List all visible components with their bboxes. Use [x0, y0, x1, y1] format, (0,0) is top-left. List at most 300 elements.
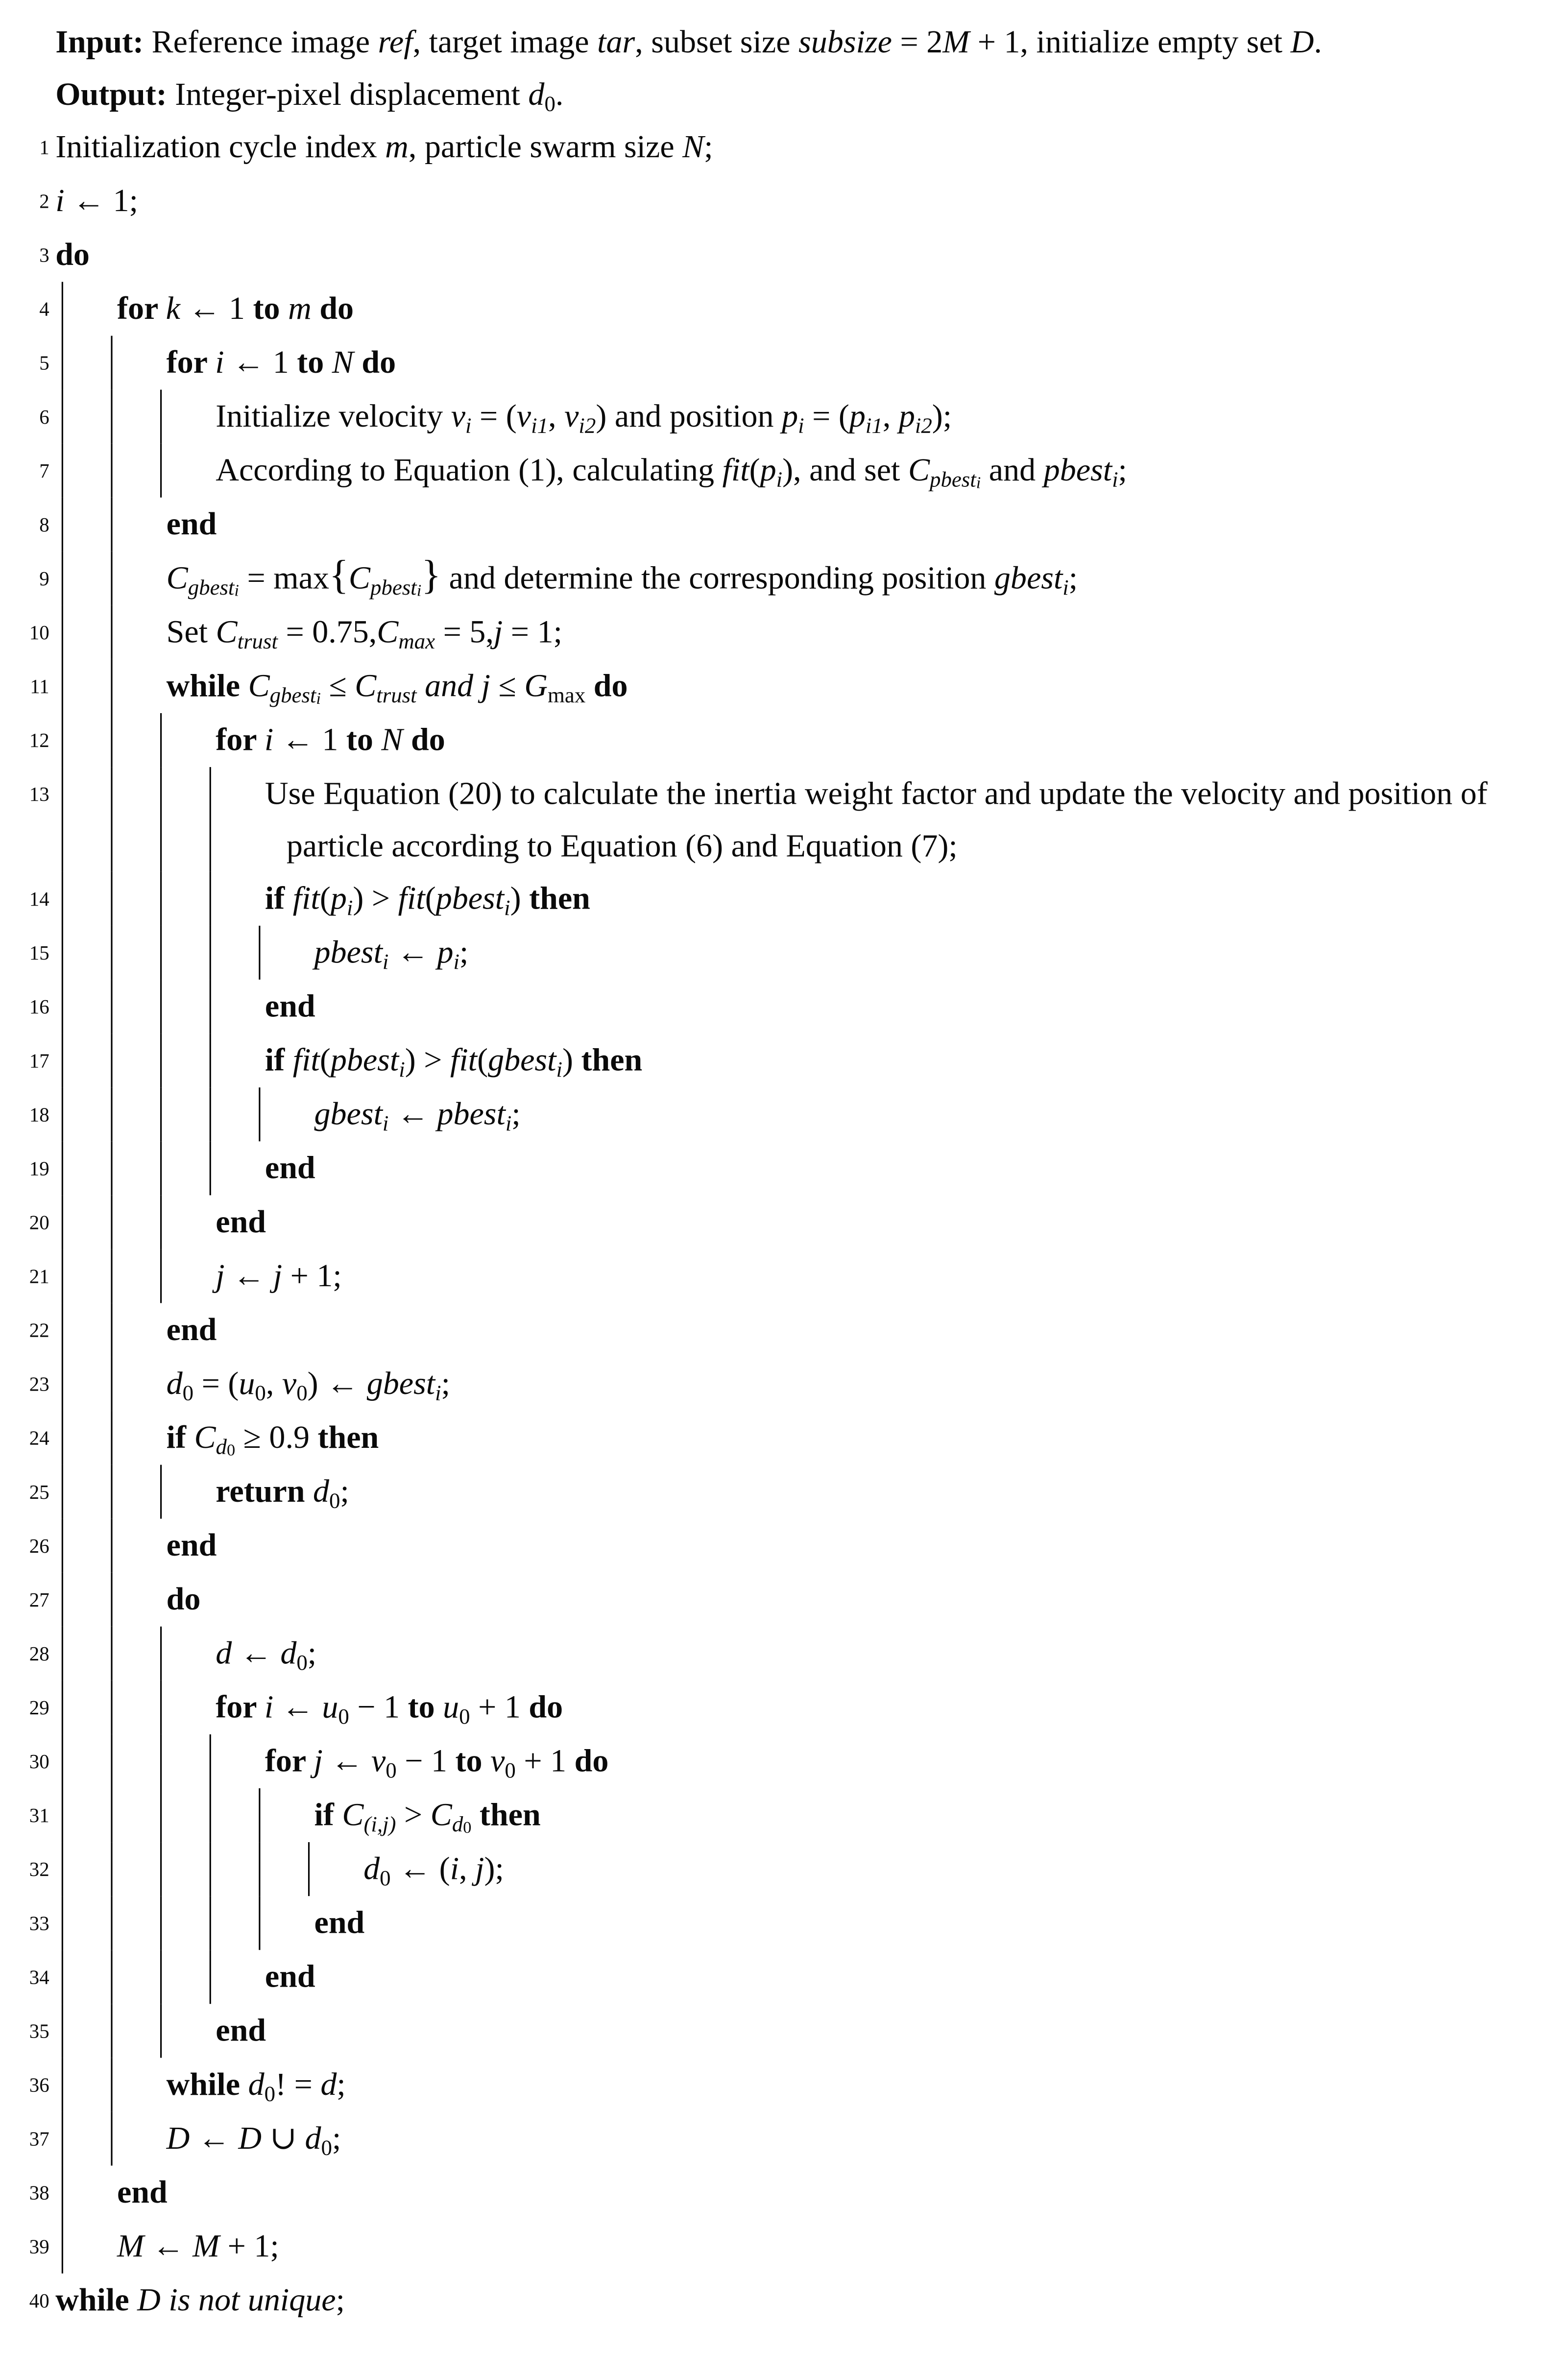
- text-segment: if: [166, 1418, 194, 1456]
- block-rule: [62, 1519, 111, 1573]
- line-content: [167, 1303, 1559, 1357]
- text-segment: C: [216, 613, 238, 650]
- block-rule: [160, 1734, 210, 1788]
- text-segment: do: [362, 343, 396, 381]
- text-segment: v: [371, 1742, 386, 1779]
- text-segment: [403, 721, 411, 758]
- algo-input: [55, 15, 1559, 68]
- block-rule: [210, 872, 259, 926]
- line-number: 2: [39, 189, 49, 213]
- block-rule: [160, 390, 210, 444]
- block-rule: [111, 713, 160, 767]
- line-content: [314, 1896, 1559, 1950]
- line-number: 39: [29, 2234, 49, 2258]
- line-content: [265, 1033, 1559, 1087]
- text-segment: );: [484, 1849, 504, 1887]
- text-segment: end: [265, 1149, 315, 1186]
- text-segment: p: [760, 451, 776, 488]
- algo-line: [12, 552, 1559, 605]
- text-segment: i: [1062, 576, 1069, 601]
- text-segment: ←: [388, 1095, 437, 1132]
- line-content: [216, 1465, 1559, 1519]
- line-number: 25: [29, 1480, 49, 1504]
- block-rule: [111, 1465, 160, 1519]
- text-segment: i: [382, 1112, 389, 1137]
- text-segment: [585, 667, 594, 704]
- text-segment: p: [437, 933, 454, 971]
- line-content: [216, 1627, 1559, 1681]
- text-segment: ←: [144, 2227, 193, 2264]
- text-segment: ;: [337, 2065, 346, 2103]
- text-segment: = 0.75,: [277, 613, 377, 650]
- text-segment: i1: [531, 414, 549, 439]
- text-segment: p: [849, 397, 866, 434]
- text-segment: i: [399, 1058, 405, 1083]
- block-rule: [111, 1195, 160, 1249]
- text-segment: trust: [237, 630, 278, 655]
- text-segment: p: [782, 397, 798, 434]
- text-segment: ;: [704, 128, 713, 165]
- text-segment: u: [322, 1688, 338, 1726]
- line-content: [216, 444, 1559, 498]
- line-number: 33: [29, 1911, 49, 1935]
- text-segment: ;: [340, 1472, 349, 1510]
- algo-line: [12, 1627, 1559, 1681]
- text-segment: d: [216, 1634, 232, 1671]
- text-segment: i: [264, 720, 274, 758]
- text-segment: for: [216, 1688, 265, 1726]
- line-number: 8: [39, 513, 49, 536]
- text-segment: ,: [548, 397, 565, 434]
- text-segment: then: [581, 1041, 643, 1079]
- line-content: [265, 980, 1559, 1033]
- block-rule: [160, 1950, 210, 2004]
- text-segment: 0: [329, 1489, 340, 1514]
- text-segment: i: [435, 1381, 441, 1407]
- text-segment: Use Equation (20) to calculate the inertia weight factor and update the velocity and position of particle according to Equation (6) and Equation (7);: [265, 774, 1488, 864]
- text-segment: 0: [544, 92, 555, 117]
- line-content: [167, 1411, 1559, 1465]
- text-segment: fit: [398, 879, 425, 917]
- text-segment: j: [216, 1257, 225, 1294]
- text-segment: ) >: [405, 1041, 450, 1079]
- text-segment: D: [166, 2119, 190, 2157]
- line-content: [167, 1519, 1559, 1573]
- algo-output: [55, 68, 1559, 120]
- block-rule: [62, 659, 111, 713]
- algo-line: [12, 980, 1559, 1033]
- algo-line: [12, 1842, 1559, 1896]
- block-rule: [111, 1842, 160, 1896]
- text-segment: pbest: [435, 879, 505, 917]
- block-rule: [62, 1357, 111, 1411]
- text-segment: pbest: [370, 576, 417, 601]
- text-segment: end: [265, 1957, 315, 1995]
- text-segment: ←: [190, 2119, 239, 2157]
- algo-line: [12, 926, 1559, 980]
- text-segment: ;: [1068, 559, 1078, 596]
- algo-line: [12, 1087, 1559, 1141]
- text-segment: 0: [296, 1381, 308, 1407]
- algo-line: [12, 174, 1559, 228]
- text-segment: 0: [338, 1705, 349, 1730]
- line-content: [363, 1842, 1559, 1896]
- text-segment: ∪: [262, 2119, 305, 2157]
- text-segment: N: [381, 720, 403, 758]
- line-content: [216, 713, 1559, 767]
- block-rule: [210, 1896, 259, 1950]
- line-number: 34: [29, 1965, 49, 1989]
- block-rule: [111, 926, 160, 980]
- text-segment: to: [408, 1688, 443, 1726]
- text-segment: i: [416, 582, 422, 601]
- text-segment: d: [313, 1472, 329, 1510]
- text-segment: max: [548, 684, 586, 709]
- line-number: 24: [29, 1426, 49, 1450]
- block-rule: [111, 1141, 160, 1195]
- text-segment: for: [166, 343, 216, 381]
- text-segment: fit: [292, 1041, 320, 1079]
- line-number: 19: [29, 1156, 49, 1180]
- text-segment: Initialize velocity: [216, 397, 451, 434]
- block-rule: [160, 1033, 210, 1087]
- text-segment: gbest: [488, 1041, 556, 1079]
- text-segment: d: [528, 75, 545, 113]
- text-segment: ,: [459, 1849, 476, 1887]
- block-rule: [160, 1788, 210, 1842]
- text-segment: [417, 667, 425, 704]
- text-segment: d: [305, 2119, 321, 2157]
- block-rule: [62, 872, 111, 926]
- text-segment: i2: [579, 414, 596, 439]
- block-rule: [210, 1950, 259, 2004]
- block-rule: [111, 1249, 160, 1303]
- text-segment: i: [453, 950, 459, 975]
- text-segment: 0: [255, 1381, 266, 1407]
- block-rule: [160, 1087, 210, 1141]
- line-content: [265, 1734, 1559, 1788]
- text-segment: ← 1: [224, 343, 297, 381]
- line-number: 17: [29, 1049, 49, 1072]
- block-rule: [111, 390, 160, 444]
- text-segment: fit: [722, 451, 749, 488]
- text-segment: i: [776, 468, 783, 493]
- block-rule: [259, 1896, 308, 1950]
- line-number: 4: [39, 297, 49, 321]
- text-segment: end: [314, 1903, 365, 1941]
- text-segment: p: [898, 397, 915, 434]
- text-segment: C: [348, 559, 370, 596]
- text-segment: ;: [336, 2281, 345, 2318]
- text-segment: ) >: [353, 879, 398, 917]
- text-segment: M: [193, 2227, 220, 2264]
- text-segment: ≤: [320, 667, 355, 704]
- line-content: [55, 228, 1559, 282]
- line-number: 22: [29, 1318, 49, 1342]
- text-segment: end: [265, 987, 315, 1025]
- block-rule: [62, 336, 111, 390]
- text-segment: while: [166, 667, 248, 704]
- block-rule: [210, 926, 259, 980]
- text-segment: .: [555, 75, 564, 113]
- text-segment: j: [493, 613, 503, 650]
- block-rule: [62, 1249, 111, 1303]
- block-rule: [62, 390, 111, 444]
- text-segment: ): [510, 879, 530, 917]
- block-rule: [62, 1627, 111, 1681]
- line-number: 32: [29, 1857, 49, 1881]
- algo-line: [12, 2058, 1559, 2112]
- block-rule: [62, 713, 111, 767]
- block-rule: [111, 980, 160, 1033]
- line-content: [55, 120, 1559, 174]
- text-segment: while: [166, 2065, 248, 2103]
- text-segment: C: [248, 667, 270, 704]
- algo-line: [12, 872, 1559, 926]
- text-segment: return: [216, 1472, 313, 1510]
- text-segment: , subset size: [635, 23, 799, 60]
- block-rule: [160, 1627, 210, 1681]
- line-content: [167, 1357, 1559, 1411]
- text-segment: d: [166, 1365, 183, 1402]
- text-segment: ← (: [390, 1849, 450, 1887]
- algo-line: [12, 444, 1559, 498]
- text-segment: (: [319, 879, 331, 917]
- text-segment: k: [166, 289, 180, 327]
- output-label: Output:: [55, 75, 167, 113]
- block-rule: [111, 1357, 160, 1411]
- block-rule: [62, 2165, 111, 2219]
- block-rule: [160, 1681, 210, 1734]
- text-segment: pbest: [1043, 451, 1112, 488]
- algo-line: [12, 1141, 1559, 1195]
- text-segment: );: [932, 397, 952, 434]
- text-segment: {: [329, 551, 349, 598]
- block-rule: [160, 1249, 210, 1303]
- block-rule: [111, 1033, 160, 1087]
- text-segment: do: [166, 1580, 201, 1617]
- text-segment: (: [319, 1041, 331, 1079]
- line-content: [216, 1249, 1559, 1303]
- text-segment: − 1: [396, 1742, 456, 1779]
- block-rule: [62, 552, 111, 605]
- text-segment: to: [346, 720, 382, 758]
- text-segment: i: [264, 1688, 274, 1726]
- block-rule: [111, 872, 160, 926]
- text-segment: i1: [865, 414, 883, 439]
- text-segment: i: [1112, 468, 1118, 493]
- text-segment: (: [477, 1041, 488, 1079]
- algo-line: [12, 1411, 1559, 1465]
- text-segment: i: [505, 1112, 512, 1137]
- block-rule: [210, 1734, 259, 1788]
- text-segment: j: [314, 1742, 323, 1779]
- block-rule: [111, 659, 160, 713]
- line-content: [216, 1681, 1559, 1734]
- text-segment: ← 1: [180, 289, 253, 327]
- text-segment: d: [280, 1634, 297, 1671]
- block-rule: [210, 1788, 259, 1842]
- text-segment: i: [55, 182, 65, 219]
- line-number: 27: [29, 1588, 49, 1611]
- block-rule: [160, 1842, 210, 1896]
- text-segment: >: [396, 1796, 431, 1833]
- block-rule: [160, 1896, 210, 1950]
- line-number: 40: [29, 2289, 49, 2312]
- block-rule: [62, 1896, 111, 1950]
- text-segment: ), and set: [782, 451, 908, 488]
- algo-line: [12, 228, 1559, 282]
- text-segment: ≤: [490, 667, 525, 704]
- block-rule: [62, 498, 111, 552]
- text-segment: 0: [463, 1819, 472, 1838]
- algo-line: [12, 2112, 1559, 2165]
- block-rule: [160, 2004, 210, 2058]
- text-segment: 0: [380, 1867, 391, 1892]
- block-rule: [62, 767, 111, 872]
- text-segment: M: [942, 23, 970, 60]
- text-segment: v: [564, 397, 579, 434]
- block-rule: [62, 444, 111, 498]
- text-segment: i: [465, 414, 472, 439]
- line-content: [167, 552, 1559, 605]
- text-segment: C: [355, 667, 377, 704]
- algo-line: [12, 2274, 1559, 2328]
- line-content: [117, 282, 1559, 336]
- text-segment: j: [273, 1257, 283, 1294]
- input-text: [144, 23, 1322, 60]
- line-number: 29: [29, 1696, 49, 1719]
- line-content: [55, 174, 1559, 228]
- block-rule: [62, 605, 111, 659]
- block-rule: [62, 1303, 111, 1357]
- block-rule: [62, 980, 111, 1033]
- block-rule: [160, 713, 210, 767]
- block-rule: [62, 926, 111, 980]
- text-segment: + 1: [515, 1742, 575, 1779]
- algo-line: [12, 1896, 1559, 1950]
- text-segment: v: [490, 1742, 505, 1779]
- block-rule: [210, 1842, 259, 1896]
- text-segment: to: [297, 343, 332, 381]
- line-number: 31: [29, 1803, 49, 1827]
- line-content: [167, 2058, 1559, 2112]
- line-content: [117, 2220, 1559, 2274]
- text-segment: pbest: [930, 468, 976, 493]
- block-rule: [111, 1087, 160, 1141]
- block-rule: [62, 1788, 111, 1842]
- text-segment: gbest: [366, 1365, 435, 1402]
- line-content: [167, 498, 1559, 552]
- line-number: 6: [39, 405, 49, 429]
- text-segment: gbest: [314, 1095, 383, 1132]
- line-content: [167, 1573, 1559, 1627]
- text-segment: , particle swarm size: [408, 128, 683, 165]
- line-content: [314, 926, 1559, 980]
- text-segment: Reference image: [144, 23, 378, 60]
- block-rule: [259, 1087, 308, 1141]
- text-segment: u: [239, 1365, 255, 1402]
- text-segment: N: [682, 128, 704, 165]
- text-segment: end: [216, 1203, 266, 1240]
- algo-line: [12, 1357, 1559, 1411]
- algo-line: [12, 1573, 1559, 1627]
- block-rule: [160, 1195, 210, 1249]
- text-segment: 0: [296, 1651, 308, 1676]
- text-segment: end: [166, 505, 217, 542]
- line-number: 5: [39, 351, 49, 375]
- block-rule: [62, 2058, 111, 2112]
- algo-line: [12, 605, 1559, 659]
- text-segment: [354, 343, 362, 380]
- text-segment: end: [166, 1526, 217, 1563]
- text-segment: M: [117, 2227, 145, 2264]
- line-number: 10: [29, 621, 49, 644]
- algo-line: [12, 1033, 1559, 1087]
- text-segment: .: [1314, 23, 1322, 60]
- line-number: 3: [39, 243, 49, 267]
- block-rule: [210, 1087, 259, 1141]
- text-segment: end: [216, 2011, 266, 2049]
- text-segment: if: [314, 1796, 342, 1833]
- algorithm-lines: [12, 120, 1559, 2327]
- line-content: [314, 1788, 1559, 1842]
- line-content: [167, 2112, 1559, 2165]
- text-segment: ! =: [275, 2065, 321, 2103]
- line-content: [314, 1087, 1559, 1141]
- text-segment: = 5,: [435, 613, 494, 650]
- text-segment: fit: [450, 1041, 478, 1079]
- text-segment: C: [908, 451, 930, 488]
- text-segment: v: [282, 1365, 297, 1402]
- text-segment: j: [481, 667, 491, 704]
- line-content: [216, 390, 1559, 444]
- block-rule: [111, 2058, 160, 2112]
- block-rule: [210, 1033, 259, 1087]
- algo-line: [12, 390, 1559, 444]
- line-number: 26: [29, 1534, 49, 1558]
- text-segment: C: [342, 1796, 364, 1833]
- algo-line: [12, 2165, 1559, 2219]
- block-rule: [111, 767, 160, 872]
- text-segment: d: [248, 2065, 265, 2103]
- algo-line: [12, 1249, 1559, 1303]
- text-segment: 0: [264, 2082, 276, 2107]
- text-segment: do: [55, 236, 90, 273]
- text-segment: i: [556, 1058, 562, 1083]
- text-segment: end: [166, 1311, 217, 1348]
- algo-line: [12, 336, 1559, 390]
- text-segment: D is not unique: [137, 2281, 336, 2318]
- block-rule: [111, 444, 160, 498]
- block-rule: [111, 1788, 160, 1842]
- block-rule: [259, 926, 308, 980]
- text-segment: ) ←: [307, 1365, 367, 1402]
- block-rule: [111, 2112, 160, 2165]
- block-rule: [111, 605, 160, 659]
- text-segment: i: [798, 414, 804, 439]
- text-segment: i: [504, 896, 510, 921]
- text-segment: for: [265, 1742, 314, 1779]
- block-rule: [111, 2004, 160, 2058]
- text-segment: According to Equation (1), calculating: [216, 451, 723, 488]
- text-segment: i2: [915, 414, 932, 439]
- text-segment: ← 1: [273, 720, 346, 758]
- block-rule: [111, 552, 160, 605]
- algo-line: [12, 1303, 1559, 1357]
- algo-line: [12, 713, 1559, 767]
- text-segment: pbest: [314, 933, 383, 971]
